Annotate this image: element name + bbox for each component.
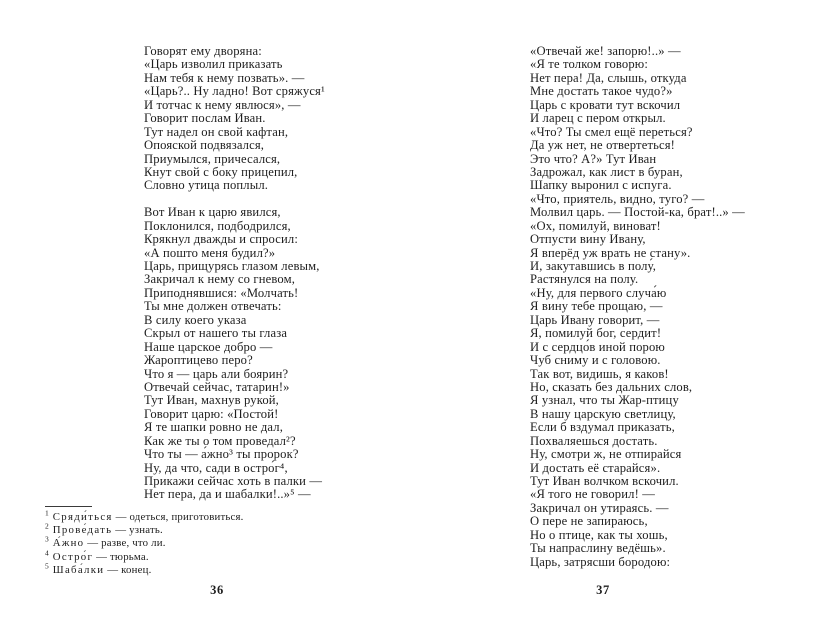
verse-line: Похваляешься достать.: [530, 433, 658, 448]
verse-line: Ты мне должен отвечать:: [144, 299, 282, 314]
verse-line: Тут надел он свой кафтан,: [144, 124, 289, 139]
verse-line: Нам тебя к нему позвать». —: [144, 70, 305, 85]
verse-line: «Царь изволил приказать: [144, 57, 283, 72]
verse-line: Жароптицево перо?: [144, 353, 253, 368]
verse-line: Крякнул дважды и спросил:: [144, 232, 299, 247]
verse-line: Ты напраслину ведёшь».: [530, 541, 666, 556]
verse-line: И тотчас к нему явлюся», —: [144, 97, 301, 112]
verse-line: Что я — царь али боярин?: [144, 366, 289, 381]
footnotes-block: [45, 506, 244, 577]
verse-line: Как же ты о том проведал²?: [144, 433, 296, 448]
page-number-left: 36: [210, 583, 224, 597]
verse-line: «Отвечай же! запорю!..» —: [530, 44, 681, 58]
verse-line: Говорит послам Иван.: [144, 111, 266, 126]
verse-line: «А пошто меня будил?»: [144, 245, 276, 260]
verse-line: Шапку выронил с испуга.: [530, 178, 672, 193]
verse-line: Если б вздумал приказать,: [530, 420, 675, 435]
verse-line: Закричал он утираясь. —: [530, 500, 669, 515]
verse-line: Что ты — а́жно³ ты пророк?: [144, 447, 299, 462]
footnote-definition: — конец.: [104, 563, 152, 576]
verse-line: Так вот, видишь, я каков!: [530, 366, 669, 381]
verse-line: Я, помилуй бог, сердит!: [530, 326, 662, 341]
verse-line: Скрыл от нашего ты глаза: [144, 326, 288, 341]
verse-line: Ну, смотри ж, не отпирайся: [530, 447, 682, 462]
verse-line: Я те шапки ровно не дал,: [144, 420, 284, 435]
verse-line: Я узнал, что ты Жар-птицу: [530, 393, 679, 408]
footnote: [45, 534, 244, 550]
verse-line: Задрожал, как лист в буран,: [530, 164, 683, 179]
verse-line: Да уж нет, не отвертеться!: [530, 138, 676, 153]
footnote-definition: — одеться, приготовиться.: [112, 511, 244, 523]
verse-line: Отвечай сейчас, татарин!»: [144, 379, 290, 394]
footnote-term: А́жно: [48, 537, 85, 550]
verse-line: Нет пера, да и шабалки!..»⁵ —: [144, 487, 311, 502]
footnote-marker: 2: [45, 521, 49, 531]
verse-line: Тут Иван, махнув рукой,: [144, 393, 279, 408]
footnote-rule: [45, 506, 92, 507]
verse-line: Нет пера! Да, слышь, откуда: [530, 70, 687, 85]
verse-line: В силу коего указа: [144, 312, 247, 327]
verse-line: Наше царское добро —: [144, 339, 273, 354]
verse-line: Это что? А?» Тут Иван: [530, 151, 657, 166]
verse-line: О пере не запираюсь,: [530, 514, 648, 529]
poem-column-left: [144, 45, 325, 502]
footnote-marker: 4: [45, 547, 49, 557]
verse-line: Словно утица поплыл.: [144, 178, 269, 193]
verse-line: Приумылся, причесался,: [144, 151, 281, 166]
verse-line: Растянулся на полу.: [530, 272, 639, 287]
verse-line: Ну, да что, сади в остро́г⁴,: [144, 460, 288, 475]
verse-line: Царь с кровати тут вскочил: [530, 97, 681, 112]
verse-line: Но о птице, как ты хошь,: [530, 527, 668, 542]
verse-line: Я вперёд уж врать не стану».: [530, 245, 691, 260]
poem-column-right: [530, 45, 745, 569]
verse-line: Говорят ему дворяна:: [144, 44, 262, 58]
verse-line: Вот Иван к царю явился,: [144, 205, 281, 220]
verse-line: Прикажи сейчас хоть в палки —: [144, 474, 323, 488]
verse-line: Но, сказать без дальних слов,: [530, 379, 693, 394]
verse-line: Царь Ивану говорит, —: [530, 312, 660, 327]
footnote: [45, 508, 244, 524]
footnote-term: Прове́дать: [48, 524, 113, 537]
verse-line: «Что, приятель, видно, туго? —: [530, 191, 705, 206]
verse-line: Я вину тебе прощаю, —: [530, 299, 663, 314]
footnote-marker: 3: [45, 534, 49, 544]
footnote: [45, 547, 244, 564]
verse-line: Поклонился, подбодрился,: [144, 218, 291, 233]
verse-line: Мне достать такое чудо?»: [530, 84, 673, 99]
verse-line: Царь, прищурясь глазом левым,: [144, 259, 320, 273]
verse-line: И с сердцо́в иной порою: [530, 339, 665, 354]
footnote-term: Сряди́ться: [48, 511, 113, 523]
verse-line: Чуб сниму и с головою.: [530, 353, 661, 368]
verse-line: «Ну, для первого случа́ю: [530, 285, 667, 300]
verse-line: В нашу царскую светлицу,: [530, 406, 676, 421]
footnote-marker: 1: [45, 508, 49, 518]
footnote-definition: — тюрьма.: [93, 550, 149, 563]
verse-line: Тут Иван волчком вскочил.: [530, 474, 679, 488]
verse-line: Приподнявшися: «Молчать!: [144, 285, 299, 300]
verse-line: Говорит царю: «Постой!: [144, 406, 279, 421]
verse-line: «Я те толком говорю:: [530, 57, 649, 72]
verse-line: И ларец с пером открыл.: [530, 111, 666, 126]
verse-line: «Царь?.. Ну ладно! Вот сряжуся¹: [144, 84, 325, 99]
verse-line: «Что? Ты смел ещё переться?: [530, 124, 693, 139]
footnote-definition: — узнать.: [112, 524, 163, 537]
verse-line: Царь, затрясши бородою:: [530, 554, 671, 569]
verse-line: Кнут свой с боку прицепил,: [144, 164, 298, 179]
footnote-marker: 5: [45, 561, 49, 571]
verse-line: Молвил царь. — Постой-ка, брат!..» —: [530, 205, 745, 220]
footnote: [45, 561, 244, 577]
footnote: [45, 521, 244, 537]
footnote-term: Остро́г: [48, 550, 94, 563]
verse-line: Закричал к нему со гневом,: [144, 272, 295, 287]
verse-line: И достать её старайся».: [530, 460, 661, 475]
verse-line: Опояской подвязался,: [144, 138, 265, 153]
footnote-term: Шаба́лки: [48, 563, 105, 576]
verse-line: И, закутавшись в полу́,: [530, 259, 657, 273]
footnote-definition: — разве, что ли.: [84, 537, 166, 550]
verse-line: «Я того не говорил! —: [530, 487, 655, 502]
verse-line: «Ох, помилуй, виноват!: [530, 218, 661, 233]
verse-line: Отпусти вину Ивану,: [530, 232, 646, 247]
verse-line: [144, 193, 325, 206]
page-number-right: 37: [596, 583, 610, 597]
